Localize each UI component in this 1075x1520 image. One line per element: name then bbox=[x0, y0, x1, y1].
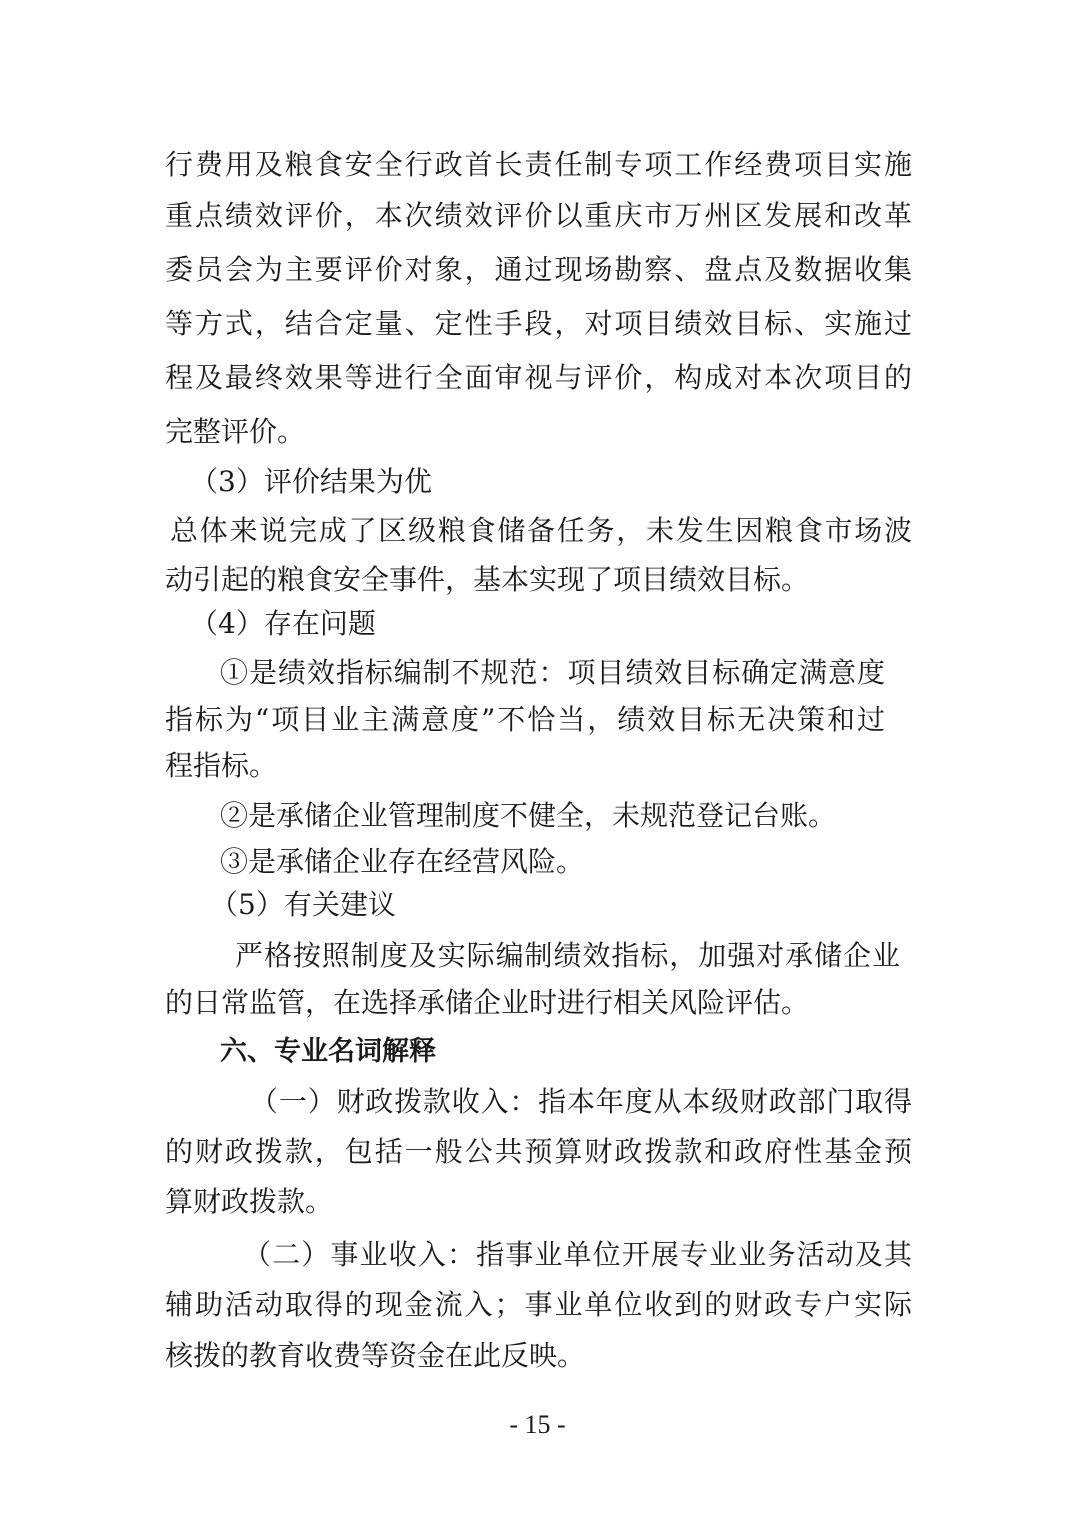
section-subheading: （3）评价结果为优 bbox=[190, 465, 432, 498]
body-text-line: 完整评价。 bbox=[165, 415, 306, 448]
section-subheading: （5）有关建议 bbox=[210, 888, 396, 921]
body-text-line: 总体来说完成了区级粮食储备任务，未发生因粮食市场波 bbox=[170, 514, 912, 547]
section-subheading: （4）存在问题 bbox=[190, 607, 376, 640]
body-text-line: ②是承储企业管理制度不健全，未规范登记台账。 bbox=[220, 799, 837, 832]
body-text-line: 等方式，结合定量、定性手段，对项目绩效目标、实施过 bbox=[165, 307, 912, 340]
body-text-line: ①是绩效指标编制不规范：项目绩效目标确定满意度 bbox=[220, 656, 885, 689]
section-heading: 六、专业名词解释 bbox=[220, 1036, 436, 1067]
body-text-line: 程指标。 bbox=[165, 749, 278, 782]
body-text-line: 委员会为主要评价对象，通过现场勘察、盘点及数据收集 bbox=[165, 253, 912, 286]
page-number: - 15 - bbox=[509, 1410, 566, 1439]
body-text-line: （一）财政拨款收入：指本年度从本级财政部门取得 bbox=[250, 1085, 912, 1118]
body-text-line: 指标为“项目业主满意度”不恰当，绩效目标无决策和过 bbox=[165, 703, 885, 736]
body-text-line: 重点绩效评价，本次绩效评价以重庆市万州区发展和改革 bbox=[165, 199, 912, 232]
body-text-line: 核拨的教育收费等资金在此反映。 bbox=[165, 1339, 586, 1372]
body-text-line: ③是承储企业存在经营风险。 bbox=[220, 845, 585, 878]
body-text-line: 程及最终效果等进行全面审视与评价，构成对本次项目的 bbox=[165, 361, 912, 394]
body-text-line: 辅助活动取得的现金流入；事业单位收到的财政专户实际 bbox=[165, 1288, 912, 1321]
body-text-line: 算财政拨款。 bbox=[165, 1185, 334, 1218]
body-text-line: 动引起的粮食安全事件，基本实现了项目绩效目标。 bbox=[165, 563, 810, 596]
body-text-line: 严格按照制度及实际编制绩效指标，加强对承储企业 bbox=[235, 939, 900, 972]
body-text-line: （二）事业收入：指事业单位开展专业业务活动及其 bbox=[243, 1238, 912, 1271]
body-text-line: 的日常监管，在选择承储企业时进行相关风险评估。 bbox=[165, 986, 810, 1019]
body-text-line: 的财政拨款，包括一般公共预算财政拨款和政府性基金预 bbox=[165, 1135, 912, 1168]
body-text-line: 行费用及粮食安全行政首长责任制专项工作经费项目实施 bbox=[165, 148, 912, 181]
